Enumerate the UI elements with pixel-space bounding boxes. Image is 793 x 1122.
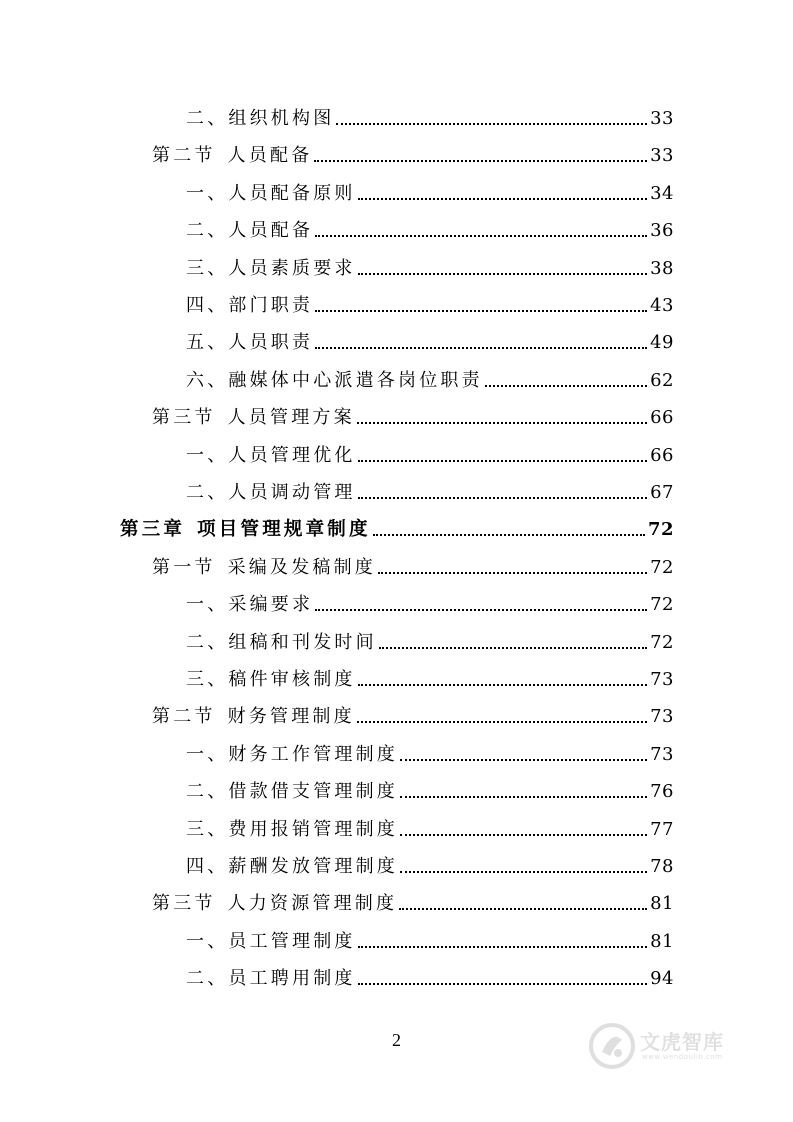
watermark-url: www.wendoulib.com [642, 1053, 723, 1061]
toc-entry-title [186, 108, 334, 130]
toc-entry[interactable] [186, 474, 674, 504]
toc-dot-leader [314, 160, 647, 162]
toc-dot-leader [485, 385, 647, 387]
toc-dot-leader [378, 572, 647, 574]
toc-entry-number: 一、 [186, 594, 229, 616]
toc-entry-page: 78 [650, 856, 674, 877]
toc-entry-text: 融媒体中心派遣各岗位职责 [228, 369, 483, 391]
toc-entry-text: 人员职责 [228, 332, 314, 354]
toc-entry-text: 人员素质要求 [228, 257, 356, 279]
toc-entry-text: 组织机构图 [228, 108, 335, 129]
toc-entry-text: 借款借支管理制度 [228, 781, 399, 803]
toc-entry-number: 第一节 [152, 556, 216, 578]
toc-entry[interactable] [186, 100, 674, 130]
toc-entry-text: 员工聘用制度 [228, 968, 356, 990]
toc-dot-leader [358, 946, 647, 948]
toc-entry[interactable] [186, 175, 674, 205]
toc-entry-number: 二、 [186, 482, 229, 503]
toc-entry-page: 36 [650, 220, 674, 242]
toc-entry-number: 二、 [186, 631, 229, 653]
toc-entry-page: 72 [647, 519, 674, 541]
toc-dot-leader [357, 721, 647, 723]
toc-dot-leader [400, 759, 647, 761]
toc-entry-page: 38 [650, 257, 674, 279]
toc-dot-leader [357, 422, 647, 424]
toc-dot-leader [400, 871, 647, 873]
toc-entry-text: 项目管理规章制度 [197, 519, 371, 541]
toc-dot-leader [315, 235, 647, 237]
toc-dot-leader [358, 198, 647, 200]
toc-entry-title [186, 931, 356, 953]
toc-entry-title [186, 220, 313, 242]
toc-dot-leader [358, 460, 647, 462]
toc-entry-title [186, 370, 483, 392]
toc-dot-leader [379, 647, 647, 649]
toc-entry-title [152, 145, 312, 167]
toc-entry-text: 薪酬发放管理制度 [228, 856, 399, 877]
toc-entry-title [186, 669, 356, 691]
toc-entry-number: 第二节 [152, 145, 216, 167]
toc-entry[interactable] [186, 848, 674, 878]
toc-entry-page: 73 [650, 706, 674, 728]
toc-entry[interactable] [152, 137, 674, 167]
toc-entry[interactable] [186, 960, 674, 990]
toc-entry-number: 三、 [186, 257, 229, 279]
toc-entry-number: 第三节 [152, 407, 216, 429]
toc-entry[interactable] [186, 212, 674, 242]
toc-entry-title [152, 557, 376, 579]
toc-entry-title [186, 295, 313, 317]
toc-entry[interactable] [186, 287, 674, 317]
toc-entry[interactable] [186, 586, 674, 616]
toc-entry[interactable] [152, 698, 674, 728]
toc-entry[interactable] [120, 511, 674, 541]
toc-dot-leader [358, 684, 647, 686]
toc-entry-number: 一、 [186, 930, 229, 952]
toc-entry-title [186, 332, 313, 354]
toc-entry-text: 人员管理优化 [228, 444, 356, 466]
toc-dot-leader [315, 347, 647, 349]
page-number: 2 [392, 1030, 401, 1050]
toc-entry-number: 二、 [186, 220, 229, 242]
toc-entry-text: 员工管理制度 [228, 930, 356, 952]
toc-entry-text: 稿件审核制度 [228, 669, 356, 690]
toc-entry[interactable] [186, 811, 674, 841]
toc-entry-number: 四、 [186, 295, 229, 316]
toc-entry[interactable] [186, 250, 674, 280]
toc-entry-text: 采编要求 [228, 594, 314, 616]
toc-entry-text: 费用报销管理制度 [228, 818, 399, 840]
toc-dot-leader [315, 310, 647, 312]
toc-entry-number: 四、 [186, 856, 229, 877]
toc-dot-leader [399, 908, 647, 910]
toc-entry[interactable] [152, 885, 674, 915]
toc-entry-text: 部门职责 [228, 295, 314, 316]
toc-entry-number: 三、 [186, 818, 229, 840]
wendou-logo-icon [588, 1022, 636, 1070]
toc-entry-number: 一、 [186, 444, 229, 466]
toc-entry-page: 66 [650, 444, 674, 466]
toc-entry-title [186, 819, 398, 841]
toc-entry-number: 二、 [186, 781, 229, 803]
toc-entry[interactable] [152, 549, 674, 579]
toc-dot-leader [373, 534, 645, 536]
watermark [588, 1020, 758, 1076]
toc-entry-page: 73 [650, 669, 674, 690]
toc-entry-text: 财务工作管理制度 [228, 743, 399, 765]
toc-entry-text: 人员管理方案 [227, 407, 355, 429]
toc-entry[interactable] [186, 736, 674, 766]
toc-entry[interactable] [186, 437, 674, 467]
toc-entry-title [152, 706, 355, 728]
toc-entry-page: 43 [650, 295, 674, 316]
toc-entry-text: 组稿和刊发时间 [228, 631, 377, 653]
toc-entry[interactable] [186, 661, 674, 691]
toc-entry-number: 三、 [186, 669, 229, 690]
toc-entry-page: 67 [650, 482, 674, 503]
toc-entry-title [186, 856, 398, 878]
toc-entry-number: 二、 [186, 968, 229, 990]
toc-entry-text: 财务管理制度 [227, 706, 355, 728]
toc-entry-number: 第三章 [120, 519, 186, 541]
toc-entry-page: 49 [650, 332, 674, 354]
toc-entry-title [186, 258, 356, 280]
toc-entry-number: 五、 [186, 332, 229, 354]
toc-entry-page: 76 [650, 781, 674, 803]
toc-entry[interactable] [152, 399, 674, 429]
toc-dot-leader [358, 983, 647, 985]
toc-entry-page: 94 [650, 968, 674, 990]
toc-entry[interactable] [186, 324, 674, 354]
toc-entry-title [186, 482, 356, 504]
toc-entry[interactable] [186, 923, 674, 953]
toc-entry-page: 81 [650, 930, 674, 952]
toc-dot-leader [358, 273, 647, 275]
toc-entry-title [186, 183, 356, 205]
toc-entry-text: 人员调动管理 [228, 482, 356, 503]
toc-entry-page: 73 [650, 743, 674, 765]
toc-entry-number: 一、 [186, 743, 229, 765]
toc-entry-number: 第三节 [152, 893, 216, 915]
toc-entry-title [152, 407, 355, 429]
toc-entry-title [186, 744, 398, 766]
toc-entry-text: 采编及发稿制度 [227, 556, 377, 578]
toc-entry[interactable] [186, 624, 674, 654]
watermark-brand: 文虎智库 [640, 1030, 724, 1054]
toc-entry-number: 六、 [186, 369, 229, 391]
toc-dot-leader [336, 123, 647, 125]
toc-dot-leader [400, 834, 647, 836]
toc-entry-text: 人员配备原则 [228, 182, 356, 204]
toc-entry-title [186, 594, 313, 616]
toc-entry[interactable] [186, 362, 674, 392]
toc-entry-number: 第二节 [152, 706, 216, 728]
toc-entry-title [186, 445, 356, 467]
toc-entry-page: 34 [650, 182, 674, 204]
toc-entry-page: 72 [650, 631, 674, 653]
toc-entry-text: 人员配备 [228, 220, 314, 242]
toc-entry-number: 一、 [186, 182, 229, 204]
toc-entry-title [120, 519, 371, 541]
toc-entry-text: 人员配备 [227, 145, 313, 167]
toc-entry-page: 66 [650, 407, 674, 429]
toc-entry-page: 72 [650, 594, 674, 616]
toc-entry-title [186, 632, 377, 654]
toc-dot-leader [315, 609, 647, 611]
toc-dot-leader [358, 497, 647, 499]
toc-entry[interactable] [186, 773, 674, 803]
toc-entry-page: 33 [650, 145, 674, 167]
toc-entry-title [186, 968, 356, 990]
toc-entry-page: 81 [650, 893, 674, 915]
toc-entry-page: 33 [650, 108, 674, 129]
toc-entry-text: 人力资源管理制度 [227, 893, 398, 915]
toc-entry-page: 77 [650, 818, 674, 840]
toc-dot-leader [400, 796, 647, 798]
toc-entry-page: 72 [650, 556, 674, 578]
toc-entry-title [186, 781, 398, 803]
toc-entry-page: 62 [650, 369, 674, 391]
toc-entry-title [152, 893, 397, 915]
toc-entry-number: 二、 [186, 108, 229, 129]
